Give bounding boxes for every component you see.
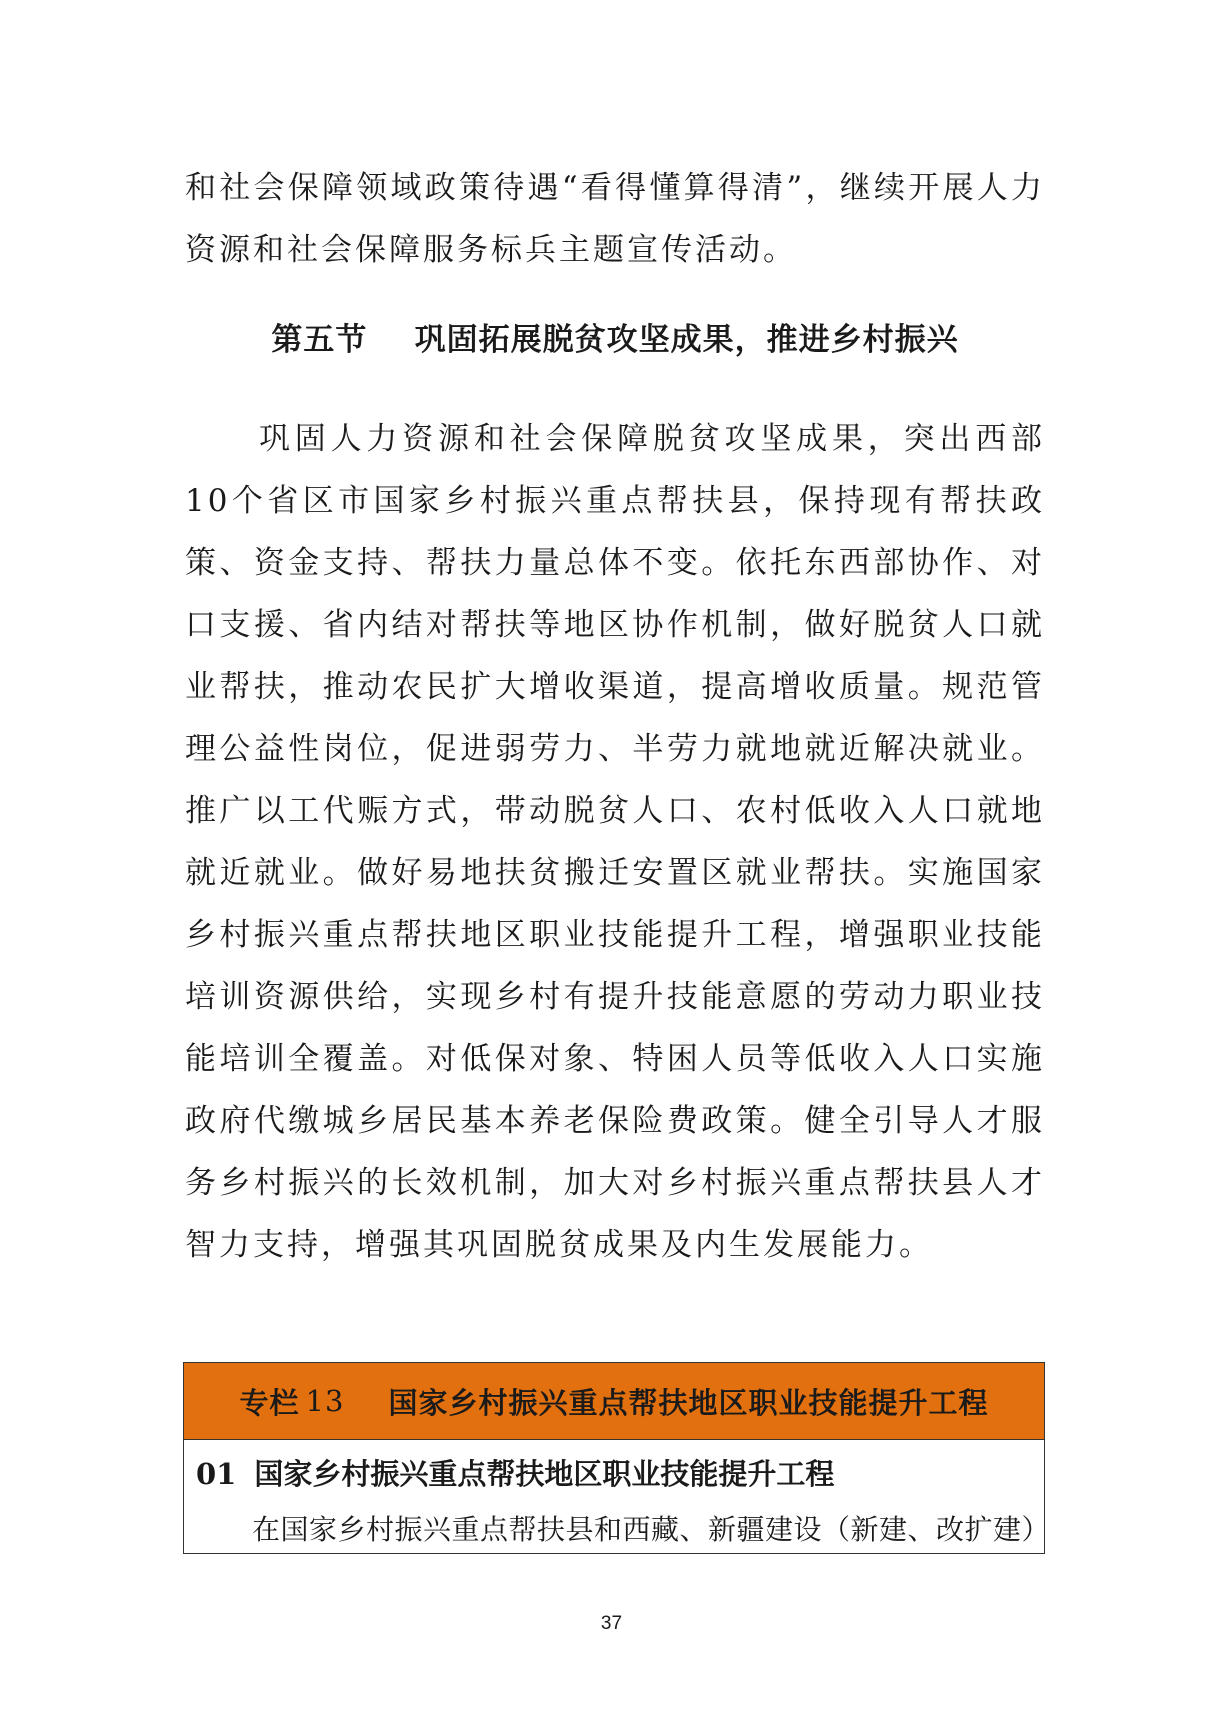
column-box-header [184,1363,1044,1440]
column-title: 国家乡村振兴重点帮扶地区职业技能提升工程 [388,1385,989,1420]
column-item-title: 国家乡村振兴重点帮扶地区职业技能提升工程 [254,1457,835,1491]
column-label: 专栏 [239,1385,300,1420]
column-item-text: 在国家乡村振兴重点帮扶县和西藏、新疆建设（新建、改扩建） [252,1513,1051,1546]
continuation-paragraph: 和社会保障领域政策待遇“看得懂算得清”，继续开展人力资源和社会保障服务标兵主题宣传活动。 [185,170,1045,268]
main-paragraph: 巩固人力资源和社会保障脱贫攻坚成果，突出西部10个省区市国家乡村振兴重点帮扶县，保持现有帮扶政策、资金支持、帮扶力量总体不变。依托东西部协作、对口支援、省内结对帮扶等地区协作机制，做好脱贫人口就业帮扶，推动农民扩大增收渠道，提高增收质量。规范管理公益性岗位，促进弱劳力、半劳力就地就近解决就业。推广以工代赈方式，带动脱贫人口、农村低收入人口就地就近就业。做好易地扶贫搬迁安置区就业帮扶。实施国家乡村振兴重点帮扶地区职业技能提升工程，增强职业技能培训资源供给，实现乡村有提升技能意愿的劳动力职业技能培训全覆盖。对低保对象、特困人员等低收入人口实施政府代缴城乡居民基本养老保险费政策。健全引导人才服务乡村振兴的长效机制，加大对乡村振兴重点帮扶县人才智力支持，增强其巩固脱贫成果及内生发展能力。 [185,421,1045,1263]
column-item-heading [184,1440,1044,1494]
section-number: 第五节 [271,322,368,358]
column-item-index: 01 [196,1457,237,1491]
column-number: 13 [305,1384,345,1418]
section-heading [185,318,1045,362]
column-box [183,1362,1051,1554]
page-number: 37 [600,1613,623,1634]
section-title: 巩固拓展脱贫攻坚成果，推进乡村振兴 [414,322,959,358]
